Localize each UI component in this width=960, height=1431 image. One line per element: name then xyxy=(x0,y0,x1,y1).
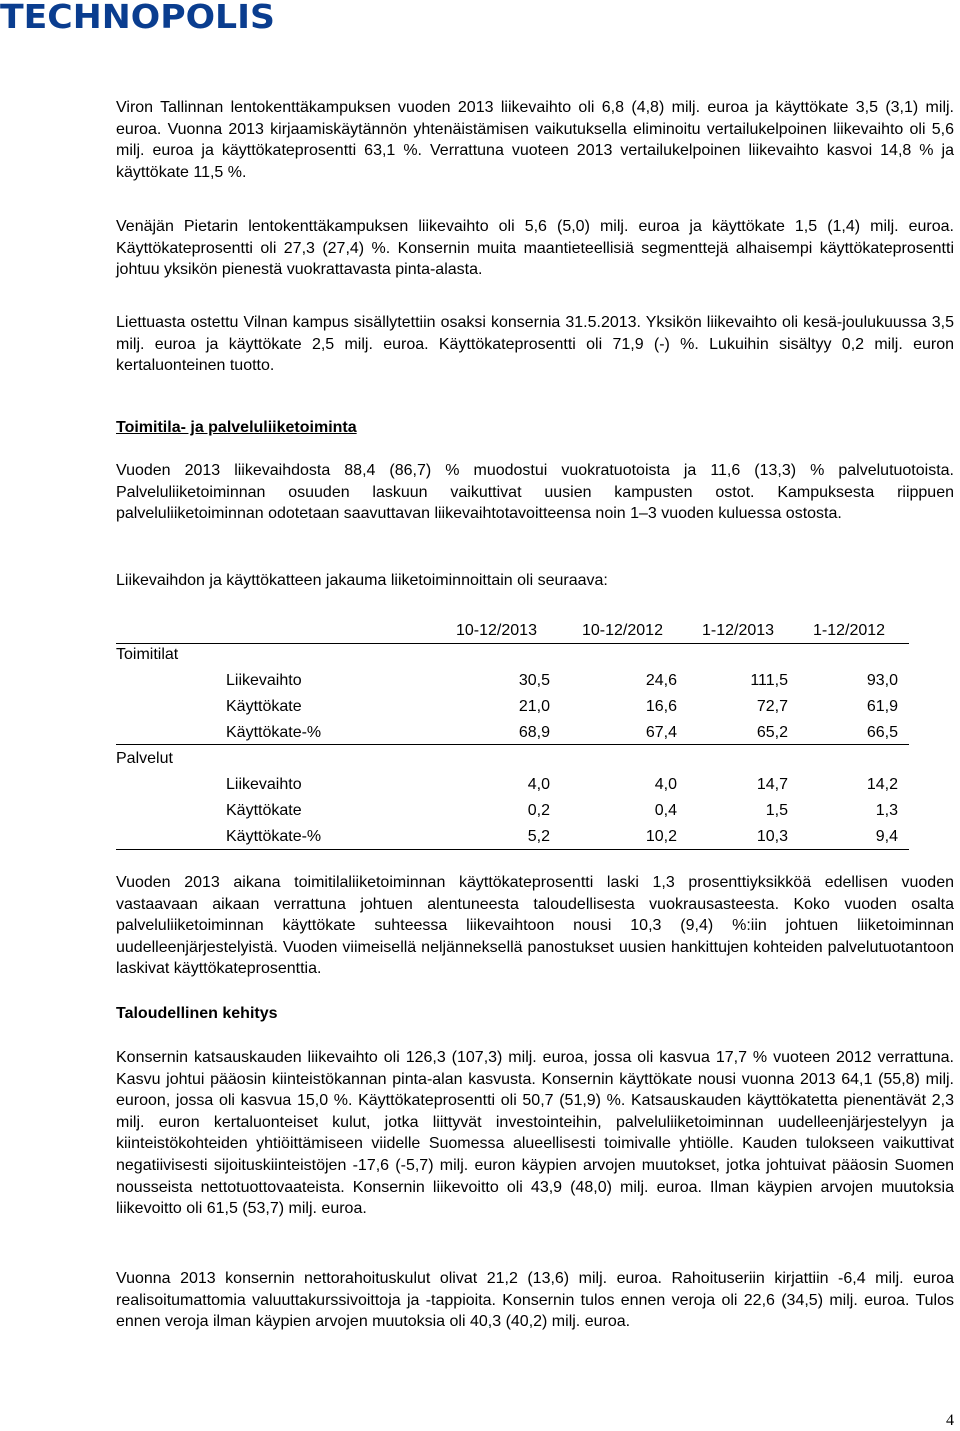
cell-value: 30,5 xyxy=(518,672,550,689)
column-header: 10-12/2012 xyxy=(582,622,663,639)
table-row xyxy=(116,798,909,824)
cell-value: 4,0 xyxy=(654,776,677,793)
cell-value: 9,4 xyxy=(875,828,898,845)
column-header: 1-12/2012 xyxy=(813,622,886,639)
paragraph-pietari: Venäjän Pietarin lentokenttäkampuksen liikevaihto oli 5,6 (5,0) milj. euroa ja käyttökate 1,5 (1,4) milj. euroa. Käyttökateprosentti oli 27,3 (27,4) %. Konsernin muita maantieteellisiä segmenttejä alhaisempi käyttökateprosentti johtuu yksikön pienestä vuokrattavasta pinta-alasta. xyxy=(116,218,954,279)
column-header: 1-12/2013 xyxy=(702,622,775,639)
cell-value: 0,2 xyxy=(527,802,550,819)
cell-value: 67,4 xyxy=(645,724,677,741)
row-label: Liikevaihto xyxy=(226,776,302,793)
paragraph-kateprosentti: Vuoden 2013 aikana toimitilaliiketoiminnan käyttökateprosentti laski 1,3 prosenttiyksikköä edellisen vuoden vastaavaan aikaan verrattuna johtuen alentuneesta taloudellisesta vuokrausasteesta. Koko vuoden osalta palveluliiketoiminnan käyttökate suhteessa liikevaihtoon nousi 10,3 (9,4) %:iin johtuen liiketoiminnan uudelleenjärjestelyistä. Vuoden viimeisellä neljänneksellä panostukset uusien hankittujen kohteiden palvelutuotantoon laskivat käyttökateprosenttia. xyxy=(116,874,954,978)
table-row xyxy=(116,668,909,694)
cell-value: 65,2 xyxy=(756,724,788,741)
cell-value: 4,0 xyxy=(527,776,550,793)
cell-value: 14,7 xyxy=(756,776,788,793)
table-row xyxy=(116,824,909,850)
table-header-row xyxy=(116,618,909,644)
cell-value: 93,0 xyxy=(866,672,898,689)
cell-value: 14,2 xyxy=(866,776,898,793)
cell-value: 24,6 xyxy=(645,672,677,689)
row-label: Liikevaihto xyxy=(226,672,302,689)
table-bottom-rule xyxy=(116,849,909,850)
cell-value: 5,2 xyxy=(527,828,550,845)
cell-value: 21,0 xyxy=(518,698,550,715)
row-label: Käyttökate-% xyxy=(226,724,322,741)
table-group-rule xyxy=(116,744,909,745)
technopolis-logo: TECHNOPOLIS xyxy=(0,0,275,36)
paragraph-rahoituskulut: Vuonna 2013 konsernin nettorahoituskulut olivat 21,2 (13,6) milj. euroa. Rahoituseriin kirjattiin -6,4 milj. euroa realisoitumattomia valuuttakurssivoittoja ja -tappioita. Konsernin tulos ennen veroja oli 22,6 (34,5) milj. euroa. Tulos ennen veroja ilman käypien arvojen muutoksia oli 40,3 (40,2) milj. euroa. xyxy=(116,1270,954,1331)
cell-value: 1,5 xyxy=(765,802,788,819)
group-label: Palvelut xyxy=(116,750,173,767)
group-label: Toimitilat xyxy=(116,646,179,663)
cell-value: 16,6 xyxy=(645,698,677,715)
paragraph-konsernin-liikevaihto: Konsernin katsauskauden liikevaihto oli 126,3 (107,3) milj. euroa, jossa oli kasvua 17,7 % vuoteen 2012 verrattuna. Kasvu johtui pääosin kiinteistökannan pinta-alan kasvusta. Konsernin käyttökate nousi vuonna 2013 64,1 (55,8) milj. euroon, jossa oli kasvua 15,0 %. Käyttökateprosentti oli 50,7 (51,9) %. Katsauskauden käyttökatetta pienentävät 2,3 milj. euron kertaluonteiset kulut, jotka liittyvät investointeihin, palveluliiketoiminnan uudelleenjärjestelyyn ja kiinteistökohteiden yhtiöittämiseen viidelle Suomessa alueellisesti toimivalle yhtiölle. Kauden tulokseen vaikuttivat negatiivisesti sijoituskiinteistöjen -17,6 (-5,7) milj. euron käypien arvojen muutokset, jotka johtuivat pääosin Suomen nousseista nettotuottovaateista. Konsernin liikevoitto oli 43,9 (48,0) milj. euroa. Ilman käypien arvojen muutoksia liikevoitto oli 61,5 (53,7) milj. euroa. xyxy=(116,1049,954,1218)
paragraph-jakauma-intro: Liikevaihdon ja käyttökatteen jakauma liiketoiminnoittain oli seuraava: xyxy=(116,572,608,589)
heading-toimitila-palvelu: Toimitila- ja palveluliiketoiminta xyxy=(116,419,357,436)
table-row xyxy=(116,772,909,798)
cell-value: 10,2 xyxy=(645,828,677,845)
cell-value: 66,5 xyxy=(866,724,898,741)
paragraph-liikevaihto-jakauma: Vuoden 2013 liikevaihdosta 88,4 (86,7) % muodostui vuokratuotoista ja 11,6 (13,3) % palvelutuotoista. Palveluliiketoiminnan osuuden laskuun vaikuttivat uusien kampusten ostot. Kampuksesta riippuen palveluliiketoiminnan odotetaan saavuttavan liikevaihtotavoitteensa noin 1–3 vuoden kuluessa ostosta. xyxy=(116,462,954,523)
table-row xyxy=(116,720,909,746)
paragraph-vilna: Liettuasta ostettu Vilnan kampus sisällytettiin osaksi konsernia 31.5.2013. Yksikön liikevaihto oli kesä-joulukuussa 3,5 milj. euroa ja käyttökate 2,5 milj. euroa. Käyttökateprosentti oli 71,9 (-) %. Lukuihin sisältyy 0,2 milj. euron kertaluonteinen tuotto. xyxy=(116,314,954,375)
table-group-row xyxy=(116,642,909,668)
cell-value: 72,7 xyxy=(756,698,788,715)
cell-value: 0,4 xyxy=(654,802,677,819)
table-group-row xyxy=(116,746,909,772)
column-header: 10-12/2013 xyxy=(456,622,537,639)
cell-value: 1,3 xyxy=(875,802,898,819)
cell-value: 68,9 xyxy=(518,724,550,741)
cell-value: 61,9 xyxy=(866,698,898,715)
row-label: Käyttökate-% xyxy=(226,828,322,845)
cell-value: 10,3 xyxy=(756,828,788,845)
cell-value: 111,5 xyxy=(750,672,788,689)
page-number: 4 xyxy=(946,1412,954,1429)
paragraph-tallinn: Viron Tallinnan lentokenttäkampuksen vuoden 2013 liikevaihto oli 6,8 (4,8) milj. euroa ja käyttökate 3,5 (3,1) milj. euroa. Vuonna 2013 kirjaamiskäytännön yhtenäistämisen vaikutuksella eliminoitu vertailukelpoinen liikevaihto oli 5,6 milj. euroa ja käyttökateprosentti 63,1 %. Verrattuna vuoteen 2013 vertailukelpoinen liikevaihto kasvoi 14,8 % ja käyttökate 11,5 %. xyxy=(116,99,954,181)
heading-taloudellinen-kehitys: Taloudellinen kehitys xyxy=(116,1005,278,1022)
table-row xyxy=(116,694,909,720)
row-label: Käyttökate xyxy=(226,802,302,819)
row-label: Käyttökate xyxy=(226,698,302,715)
